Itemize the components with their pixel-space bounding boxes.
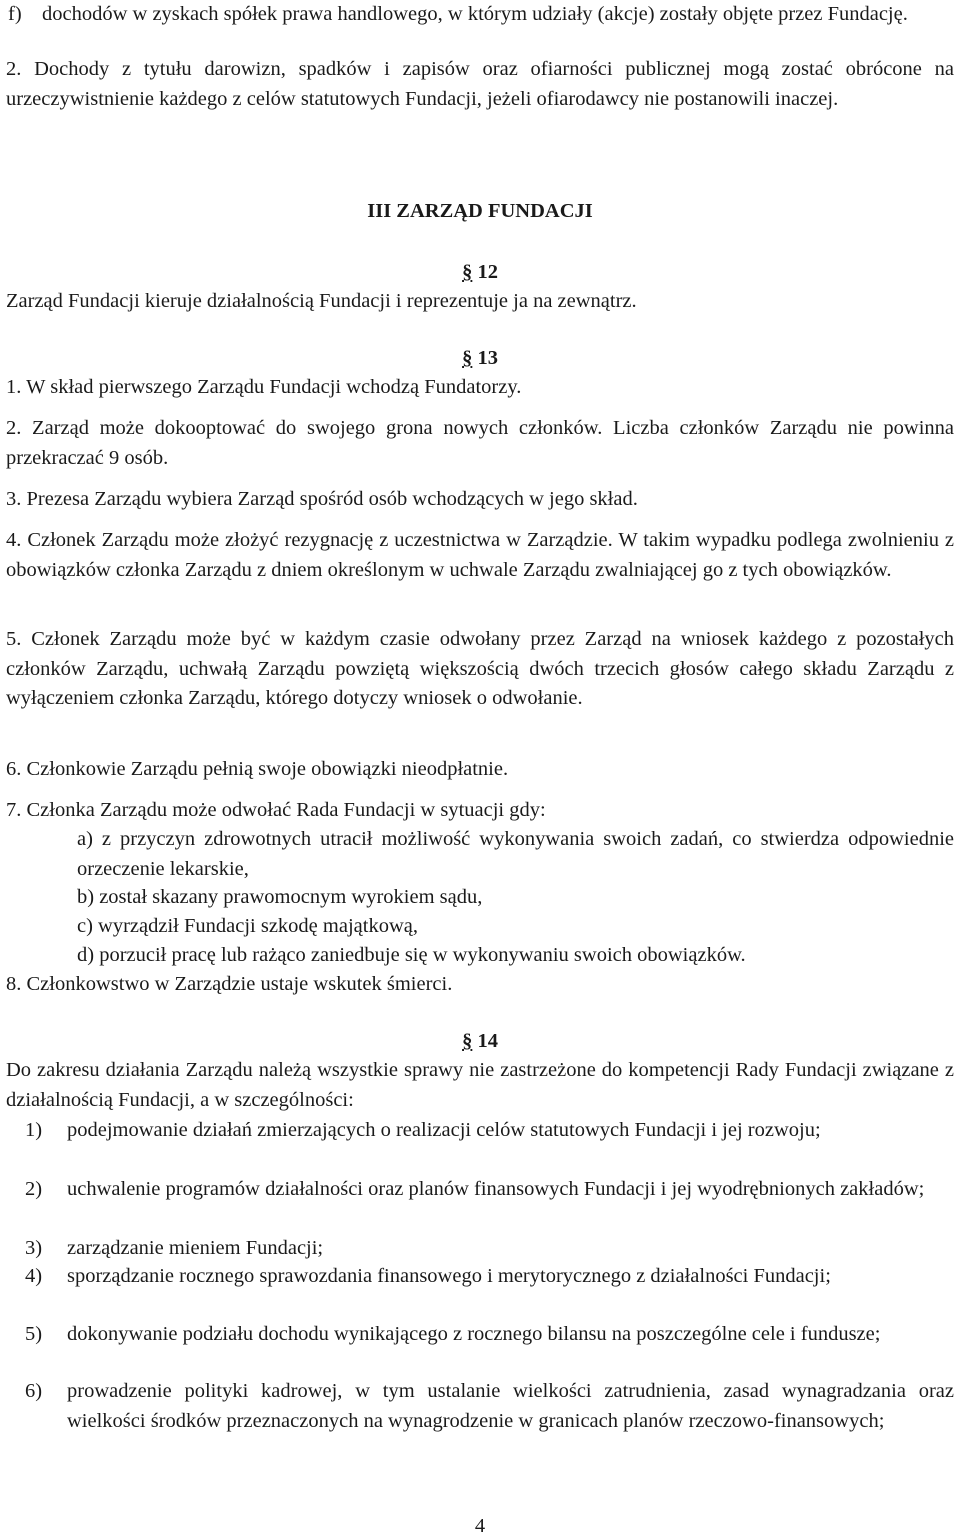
list-item-b: b) został skazany prawomocnym wyrokiem sądu, — [77, 886, 483, 908]
list-item-text: prowadzenie polityki kadrowej, w tym ustalanie wielkości zatrudnienia, zasad wynagradzania oraz wielkości środków przeznaczonych na wynagrodzenie w granicach planów rzeczowo-finansowych; — [67, 1380, 954, 1432]
section-sign: § — [462, 347, 473, 369]
list-item-text: sporządzanie rocznego sprawozdania finansowego i merytorycznego z działalności Fundacji; — [67, 1265, 831, 1287]
list-item-c: c) wyrządził Fundacji szkodę majątkową, — [77, 915, 418, 937]
list-item-text: dochodów w zyskach spółek prawa handlowego, w którym udziały (akcje) zostały objęte przez Fundację. — [42, 3, 908, 25]
list-item-3 — [25, 1234, 954, 1264]
paragraph: 7. Członka Zarządu może odwołać Rada Fundacji w sytuacji gdy: — [6, 799, 546, 821]
section-sign: § — [462, 1030, 473, 1052]
paragraph: 2. Dochody z tytułu darowizn, spadków i zapisów oraz ofiarności publicznej mogą zostać obrócone na urzeczywistnienie każdego z celów statutowych Fundacji, jeżeli ofiarodawcy nie postanowili inaczej. — [6, 58, 954, 110]
list-item-1 — [25, 1116, 954, 1146]
list-item-f — [8, 0, 954, 30]
list-marker: f) — [8, 3, 22, 25]
list-item-text: podejmowanie działań zmierzających o realizacji celów statutowych Fundacji i jej rozwoju; — [67, 1119, 821, 1141]
list-item-5 — [25, 1320, 954, 1350]
chapter-heading: III ZARZĄD FUNDACJI — [367, 200, 593, 222]
list-marker: 4) — [25, 1265, 43, 1287]
list-item-a: a) z przyczyn zdrowotnych utracił możliwość wykonywania swoich zadań, co stwierdza odpowiednie orzeczenie lekarskie, — [77, 828, 954, 880]
list-item-6 — [25, 1377, 954, 1436]
section-sign: § — [462, 261, 473, 283]
section-number: 13 — [477, 347, 498, 369]
page-number: 4 — [474, 1515, 486, 1537]
section-number-14 — [0, 1027, 960, 1057]
list-item-4 — [25, 1262, 954, 1292]
paragraph: 3. Prezesa Zarządu wybiera Zarząd spośród osób wchodzących w jego skład. — [6, 488, 638, 510]
list-item-2 — [25, 1175, 954, 1205]
list-item-text: zarządzanie mieniem Fundacji; — [67, 1237, 324, 1259]
section-number-12 — [0, 258, 960, 288]
list-marker: 2) — [25, 1178, 43, 1200]
paragraph: 8. Członkowstwo w Zarządzie ustaje wskutek śmierci. — [6, 973, 453, 995]
paragraph: Zarząd Fundacji kieruje działalnością Fundacji i reprezentuje ja na zewnątrz. — [6, 290, 637, 312]
section-number: 12 — [477, 261, 498, 283]
list-item-d: d) porzucił pracę lub rażąco zaniedbuje się w wykonywaniu swoich obowiązków. — [77, 944, 746, 966]
list-marker: 6) — [25, 1380, 43, 1402]
list-item-text: dokonywanie podziału dochodu wynikającego z rocznego bilansu na poszczególne cele i fundusze; — [67, 1323, 881, 1345]
list-item-text: uchwalenie programów działalności oraz planów finansowych Fundacji i jej wyodrębnionych zakładów; — [67, 1178, 925, 1200]
list-marker: 3) — [25, 1237, 43, 1259]
paragraph: 4. Członek Zarządu może złożyć rezygnację z uczestnictwa w Zarządzie. W takim wypadku podlega zwolnieniu z obowiązków członka Zarządu z dniem określonym w uchwale Zarządu zwalniającej go z tych obowiązków. — [6, 529, 954, 581]
paragraph: 6. Członkowie Zarządu pełnią swoje obowiązki nieodpłatnie. — [6, 758, 509, 780]
paragraph: Do zakresu działania Zarządu należą wszystkie sprawy nie zastrzeżone do kompetencji Rady Fundacji związane z działalnością Fundacji, a w szczególności: — [6, 1059, 954, 1111]
list-marker: 5) — [25, 1323, 43, 1345]
paragraph: 5. Członek Zarządu może być w każdym czasie odwołany przez Zarząd na wniosek każdego z pozostałych członków Zarządu, uchwałą Zarządu powziętą większością dwóch trzecich głosów całego składu Zarządu z wyłączeniem członka Zarządu, którego dotyczy wniosek o odwołanie. — [6, 628, 954, 709]
paragraph: 2. Zarząd może dokooptować do swojego grona nowych członków. Liczba członków Zarządu nie powinna przekraczać 9 osób. — [6, 417, 954, 469]
paragraph: 1. W skład pierwszego Zarządu Fundacji wchodzą Fundatorzy. — [6, 376, 522, 398]
list-marker: 1) — [25, 1119, 43, 1141]
section-number-13 — [0, 344, 960, 374]
section-number: 14 — [477, 1030, 498, 1052]
